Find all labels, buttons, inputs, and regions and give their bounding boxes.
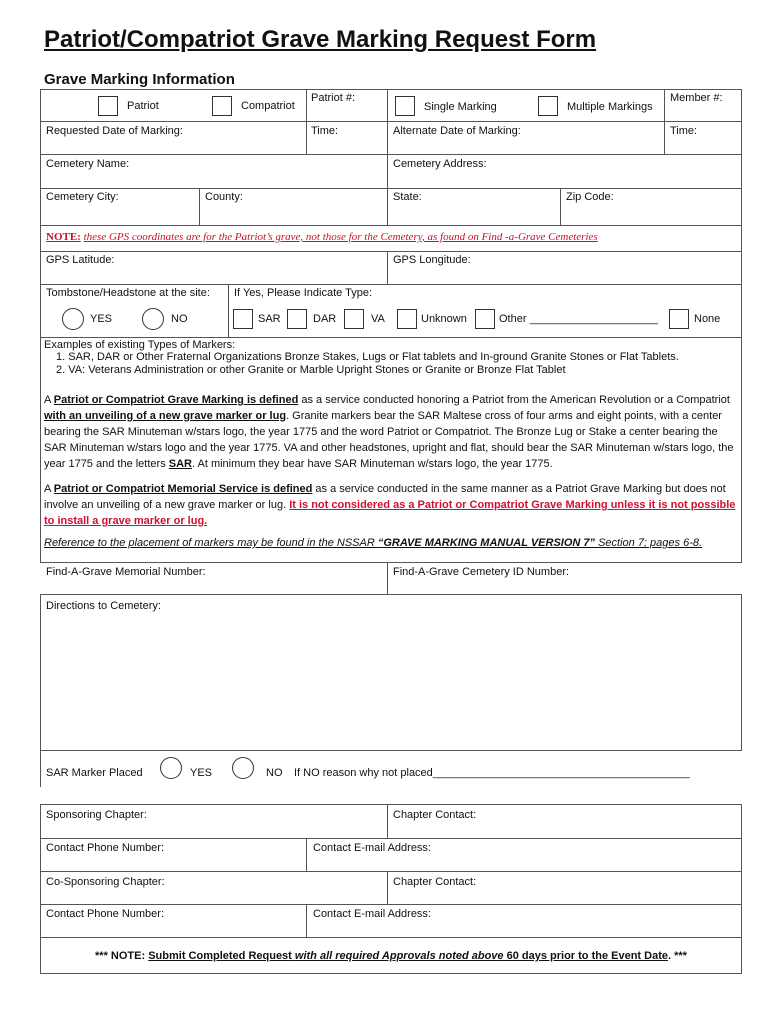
co-chapter-contact-field[interactable]: Chapter Contact: xyxy=(393,876,477,888)
marker-no-label: NO xyxy=(266,767,283,779)
other-type-checkbox[interactable] xyxy=(475,309,495,329)
cemetery-address-field[interactable]: Cemetery Address: xyxy=(393,158,487,170)
compatriot-checkbox[interactable] xyxy=(212,96,232,116)
examples-item-1: 1. SAR, DAR or Other Fraternal Organizations Bronze Stakes, Lugs or Flat tablets and In-ground Granite Stones or Flat Tablets. xyxy=(56,351,679,363)
sar-type-label: SAR xyxy=(258,313,281,325)
unknown-type-checkbox[interactable] xyxy=(397,309,417,329)
examples-heading: Examples of existing Types of Markers: xyxy=(44,339,236,351)
tombstone-no-radio[interactable] xyxy=(142,308,164,330)
va-type-checkbox[interactable] xyxy=(344,309,364,329)
cemetery-name-field[interactable]: Cemetery Name: xyxy=(46,158,130,170)
requested-date-field[interactable]: Requested Date of Marking: xyxy=(46,125,183,137)
tombstone-yes-radio[interactable] xyxy=(62,308,84,330)
indicate-type-label: If Yes, Please Indicate Type: xyxy=(234,287,373,299)
gps-note: NOTE: these GPS coordinates are for the Patriot’s grave, not those for the Cemetery, as found on Find -a-Grave Cemeteries xyxy=(46,231,598,243)
state-field[interactable]: State: xyxy=(393,191,422,203)
chapter-contact-field[interactable]: Chapter Contact: xyxy=(393,809,477,821)
single-marking-checkbox[interactable] xyxy=(395,96,415,116)
alternate-date-field[interactable]: Alternate Date of Marking: xyxy=(393,125,521,137)
tombstone-yes-label: YES xyxy=(90,313,113,325)
patriot-checkbox[interactable] xyxy=(98,96,118,116)
tombstone-label: Tombstone/Headstone at the site: xyxy=(46,287,210,299)
find-a-grave-cemetery-id-field[interactable]: Find-A-Grave Cemetery ID Number: xyxy=(393,566,570,578)
find-a-grave-memorial-field[interactable]: Find-A-Grave Memorial Number: xyxy=(46,566,206,578)
patriot-label: Patriot xyxy=(127,100,159,112)
va-type-label: VA xyxy=(371,313,385,325)
none-type-label: None xyxy=(694,313,721,325)
zip-code-field[interactable]: Zip Code: xyxy=(566,191,614,203)
co-contact-phone-field[interactable]: Contact Phone Number: xyxy=(46,908,165,920)
multiple-markings-label: Multiple Markings xyxy=(567,101,653,113)
memorial-service-definition: A Patriot or Compatriot Memorial Service is defined as a service conducted in the same manner as a Patriot Grave Marking but does not involve an unveiling of a new grave marker or lug. It is not considered as a Patriot or Compatriot Grave Marking unless it is not possible to install a grave marker or lug. xyxy=(44,483,736,527)
section-title: Grave Marking Information xyxy=(44,71,235,88)
marker-yes-radio[interactable] xyxy=(160,757,182,779)
sponsoring-section xyxy=(40,804,742,974)
patriot-number-field[interactable]: Patriot #: xyxy=(311,92,356,104)
other-type-label[interactable]: Other _____________________ xyxy=(499,313,659,325)
sar-type-checkbox[interactable] xyxy=(233,309,253,329)
time-field[interactable]: Time: xyxy=(311,125,339,137)
alternate-time-field[interactable]: Time: xyxy=(670,125,698,137)
gps-latitude-field[interactable]: GPS Latitude: xyxy=(46,254,115,266)
member-number-field[interactable]: Member #: xyxy=(670,92,723,104)
unknown-type-label: Unknown xyxy=(421,313,467,325)
gps-longitude-field[interactable]: GPS Longitude: xyxy=(393,254,471,266)
sponsoring-chapter-field[interactable]: Sponsoring Chapter: xyxy=(46,809,147,821)
contact-email-field[interactable]: Contact E-mail Address: xyxy=(313,842,431,854)
marker-placed-label: SAR Marker Placed xyxy=(46,767,143,779)
tombstone-no-label: NO xyxy=(171,313,188,325)
multiple-markings-checkbox[interactable] xyxy=(538,96,558,116)
marker-yes-label: YES xyxy=(190,767,213,779)
dar-type-checkbox[interactable] xyxy=(287,309,307,329)
dar-type-label: DAR xyxy=(313,313,337,325)
reason-not-placed-field[interactable]: If NO reason why not placed__________________________________________ xyxy=(294,767,690,779)
compatriot-label: Compatriot xyxy=(241,100,295,112)
contact-phone-field[interactable]: Contact Phone Number: xyxy=(46,842,165,854)
single-marking-label: Single Marking xyxy=(424,101,497,113)
page-title: Patriot/Compatriot Grave Marking Request Form xyxy=(44,26,597,53)
grave-marking-definition: A Patriot or Compatriot Grave Marking is defined as a service conducted honoring a Patriot from the American Revolution or a Compatriot with an unveiling of a new grave marker or lug. Granite markers bear the SAR Maltese cross of four arms and eight points, with a center bearing the SAR Minuteman w/stars logo, the year 1775 and the word Patriot or Compatriot. The Bronze Lug or Stake a center bearing the SAR Minuteman w/stars logo and the year 1775. VA and other headstones, upright and flat, should bear the SAR Minuteman w/stars logo, the year 1775 and the letters SAR. At minimum they bear have SAR Minuteman w/stars logo, the year 1775. xyxy=(44,394,734,470)
manual-reference: Reference to the placement of markers may be found in the NSSAR “GRAVE MARKING MANUAL VERSION 7” Section 7; pages 6-8. xyxy=(44,537,703,549)
county-field[interactable]: County: xyxy=(205,191,243,203)
co-contact-email-field[interactable]: Contact E-mail Address: xyxy=(313,908,431,920)
examples-item-2: 2. VA: Veterans Administration or other Granite or Marble Upright Stones or Granite or Bronze Flat Tablet xyxy=(56,364,566,376)
cemetery-city-field[interactable]: Cemetery City: xyxy=(46,191,119,203)
co-sponsoring-chapter-field[interactable]: Co-Sponsoring Chapter: xyxy=(46,876,165,888)
none-type-checkbox[interactable] xyxy=(669,309,689,329)
submission-note: *** NOTE: Submit Completed Request with all required Approvals noted above 60 days prior to the Event Date. *** xyxy=(95,950,687,962)
marker-no-radio[interactable] xyxy=(232,757,254,779)
directions-field[interactable]: Directions to Cemetery: xyxy=(46,600,161,612)
